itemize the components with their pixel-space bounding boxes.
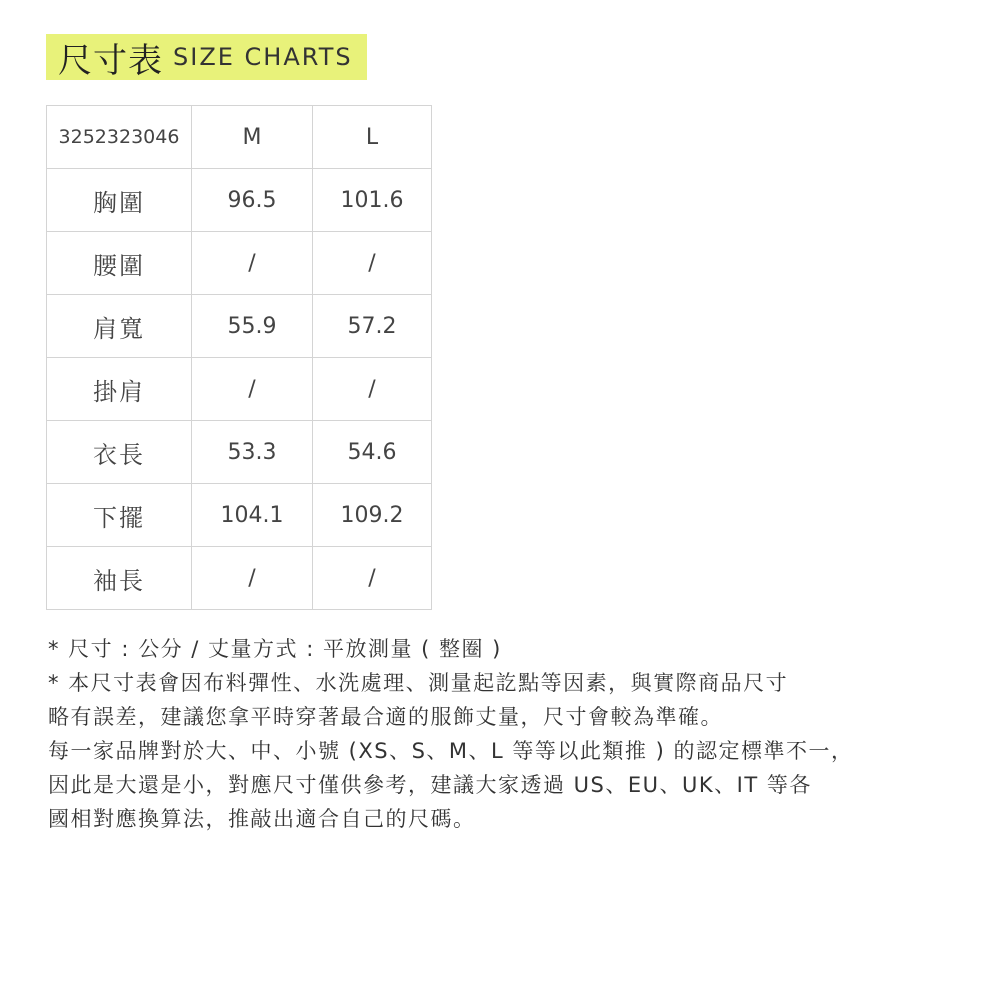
note-line: 因此是大還是小，對應尺寸僅供參考，建議大家透過 US、EU、UK、IT 等各 <box>48 773 812 797</box>
value-m: / <box>192 232 313 295</box>
row-label: 胸圍 <box>47 169 192 232</box>
row-label: 衣長 <box>47 421 192 484</box>
value-m: 53.3 <box>192 421 313 484</box>
note-line: * 本尺寸表會因布料彈性、水洗處理、測量起訖點等因素，與實際商品尺寸 <box>48 671 789 695</box>
value-m: / <box>192 358 313 421</box>
value-l: 54.6 <box>313 421 432 484</box>
row-label: 腰圍 <box>47 232 192 295</box>
note-line: * 尺寸 : 公分 / 丈量方式 : 平放測量 ( 整圈 ) <box>48 637 502 661</box>
note-line: 略有誤差，建議您拿平時穿著最合適的服飾丈量，尺寸會較為準確。 <box>48 705 723 729</box>
row-label: 袖長 <box>47 547 192 610</box>
table-row <box>47 547 432 610</box>
table-row <box>47 232 432 295</box>
size-chart-title <box>46 34 367 80</box>
table-row <box>47 484 432 547</box>
value-m: 104.1 <box>192 484 313 547</box>
note-line: 國相對應換算法，推敲出適合自己的尺碼。 <box>48 807 476 831</box>
row-label: 掛肩 <box>47 358 192 421</box>
value-m: 55.9 <box>192 295 313 358</box>
title-english: SIZE CHARTS <box>173 43 353 71</box>
value-l: / <box>313 358 432 421</box>
size-header-l: L <box>313 106 432 169</box>
size-header-m: M <box>192 106 313 169</box>
value-m: 96.5 <box>192 169 313 232</box>
table-row <box>47 169 432 232</box>
value-l: 109.2 <box>313 484 432 547</box>
table-row <box>47 358 432 421</box>
size-notes <box>48 632 968 836</box>
table-row <box>47 421 432 484</box>
table-header-row <box>47 106 432 169</box>
value-l: 101.6 <box>313 169 432 232</box>
table-row <box>47 295 432 358</box>
size-table <box>46 105 432 610</box>
row-label: 肩寬 <box>47 295 192 358</box>
value-l: 57.2 <box>313 295 432 358</box>
product-code: 3252323046 <box>47 106 192 169</box>
note-line: 每一家品牌對於大、中、小號 (XS、S、M、L 等等以此類推 ) 的認定標準不一， <box>48 739 854 763</box>
value-l: / <box>313 547 432 610</box>
value-m: / <box>192 547 313 610</box>
row-label: 下擺 <box>47 484 192 547</box>
value-l: / <box>313 232 432 295</box>
title-chinese: 尺寸表 <box>58 40 163 81</box>
